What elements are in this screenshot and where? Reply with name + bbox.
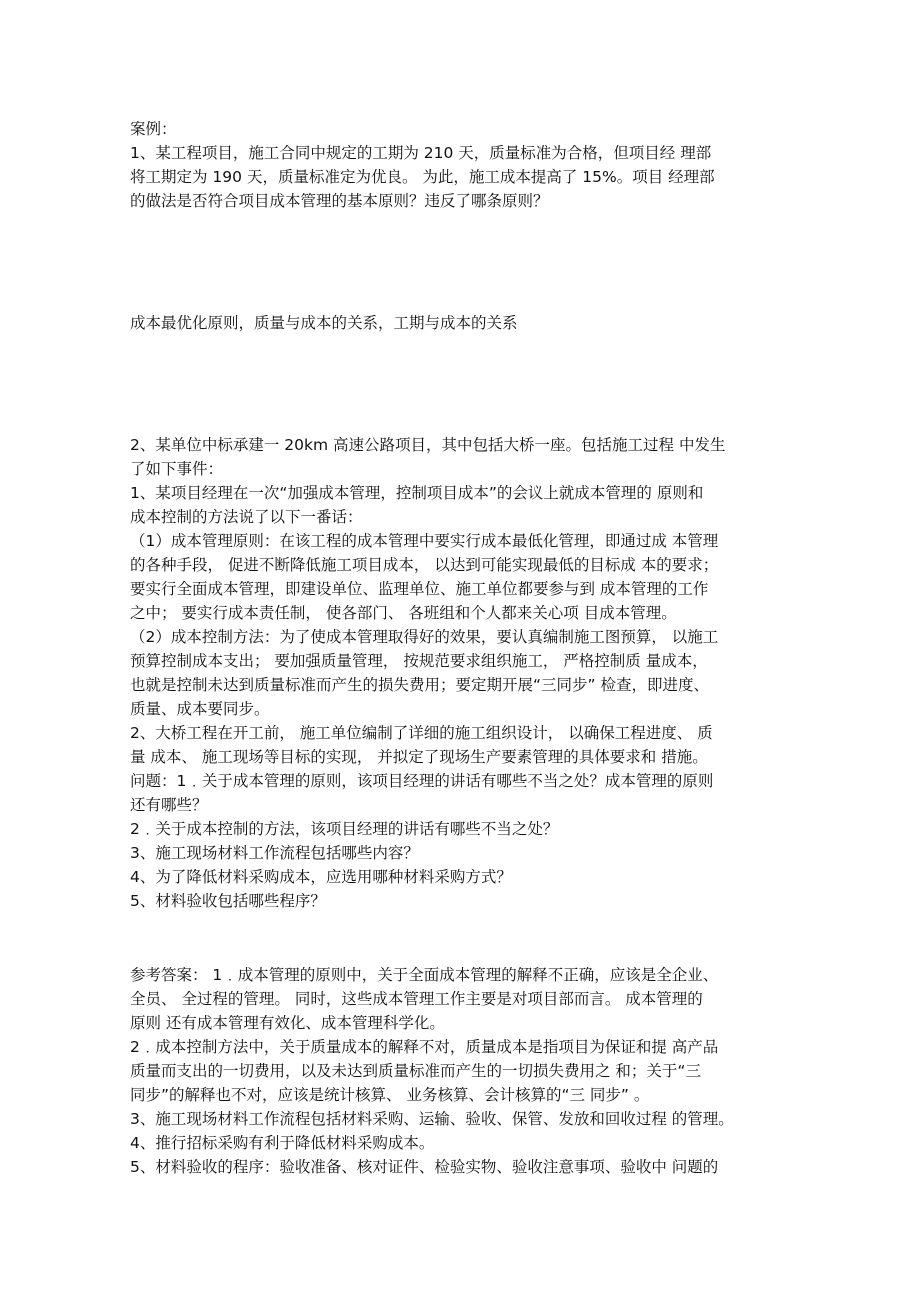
- answer-line: 2﹒成本控制方法中，关于质量成本的解释不对，质量成本是指项目为保证和提 高产品: [130, 1038, 719, 1056]
- case2-line: （1）成本管理原则：在该工程的成本管理中要实行成本最低化管理，即通过成 本管理: [130, 532, 719, 550]
- case2-question: [130, 433, 785, 913]
- answer-line: 5、材料验收的程序：验收准备、核对证件、检验实物、验收注意事项、验收中 问题的: [130, 1158, 719, 1176]
- case1-answer-line: 成本最优化原则，质量与成本的关系，工期与成本的关系: [130, 314, 518, 332]
- answer-line: 4、推行招标采购有利于降低材料采购成本。: [130, 1134, 435, 1152]
- case2-line: 2﹒关于成本控制的方法，该项目经理的讲话有哪些不当之处？: [130, 820, 559, 838]
- case2-line: 也就是控制未达到质量标准而产生的损失费用；要定期开展“三同步” 检查，即进度、: [130, 676, 709, 694]
- case2-line: 3、施工现场材料工作流程包括哪些内容？: [130, 844, 419, 862]
- case-heading: 案例：: [130, 120, 177, 138]
- case2-line: 5、材料验收包括哪些程序？: [130, 892, 326, 910]
- case1-line: 的做法是否符合项目成本管理的基本原则？违反了哪条原则？: [130, 192, 549, 210]
- answer-line: 原则 还有成本管理有效化、成本管理科学化。: [130, 1014, 445, 1032]
- case2-line: 预算控制成本支出； 要加强质量管理， 按规范要求组织施工， 严格控制质 量成本，: [130, 652, 708, 670]
- case1-question: [130, 141, 785, 213]
- case2-line: 的各种手段， 促进不断降低施工项目成本， 以达到可能实现最低的目标成 本的要求；: [130, 556, 719, 574]
- case2-line: 质量、成本要同步。: [130, 700, 270, 718]
- case-heading-block: [130, 117, 785, 141]
- case2-line: 量 成本、 施工现场等目标的实现， 并拟定了现场生产要素管理的具体要求和 措施。: [130, 748, 708, 766]
- answer-line: 同步”的解释也不对，应该是统计核算、 业务核算、会计核算的“三 同步” 。: [130, 1086, 650, 1104]
- case2-line: 之中； 要实行成本责任制， 使各部门、 各班组和个人都来关心项 目成本管理。: [130, 604, 677, 622]
- case2-line: 要实行全面成本管理，即建设单位、监理单位、施工单位都要参与到 成本管理的工作: [130, 580, 709, 598]
- case2-line: 2、某单位中标承建一 20km 高速公路项目，其中包括大桥一座。包括施工过程 中发生: [130, 436, 726, 454]
- case2-line: 还有哪些？: [130, 796, 208, 814]
- answer-line: 质量而支出的一切费用，以及未达到质量标准而产生的一切损失费用之 和；关于“三: [130, 1062, 701, 1080]
- case2-line: 问题：1﹒关于成本管理的原则，该项目经理的讲话有哪些不当之处？成本管理的原则: [130, 772, 714, 790]
- case2-line: 2、大桥工程在开工前， 施工单位编制了详细的施工组织设计， 以确保工程进度、 质: [130, 724, 713, 742]
- answer-line: 全员、 全过程的管理。 同时，这些成本管理工作主要是对项目部而言。 成本管理的: [130, 990, 703, 1008]
- case2-line: （2）成本控制方法：为了使成本管理取得好的效果，要认真编制施工图预算， 以施工: [130, 628, 719, 646]
- case2-line: 成本控制的方法说了以下一番话：: [130, 508, 363, 526]
- case1-line: 将工期定为 190 天，质量标准定为优良。 为此，施工成本提高了 15%。项目 经理部: [130, 168, 715, 186]
- case1-answer: [130, 311, 785, 335]
- case1-line: 1、某工程项目，施工合同中规定的工期为 210 天，质量标准为合格，但项目经 理部: [130, 144, 712, 162]
- reference-answers: [130, 963, 785, 1179]
- answer-line: 参考答案： 1﹒成本管理的原则中，关于全面成本管理的解释不正确，应该是全企业、: [130, 966, 719, 984]
- answer-line: 3、施工现场材料工作流程包括材料采购、运输、验收、保管、发放和回收过程 的管理。: [130, 1110, 734, 1128]
- case2-line: 了如下事件：: [130, 460, 224, 478]
- case2-line: 4、为了降低材料采购成本，应选用哪种材料采购方式？: [130, 868, 512, 886]
- case2-line: 1、某项目经理在一次“加强成本管理，控制项目成本”的会议上就成本管理的 原则和: [130, 484, 704, 502]
